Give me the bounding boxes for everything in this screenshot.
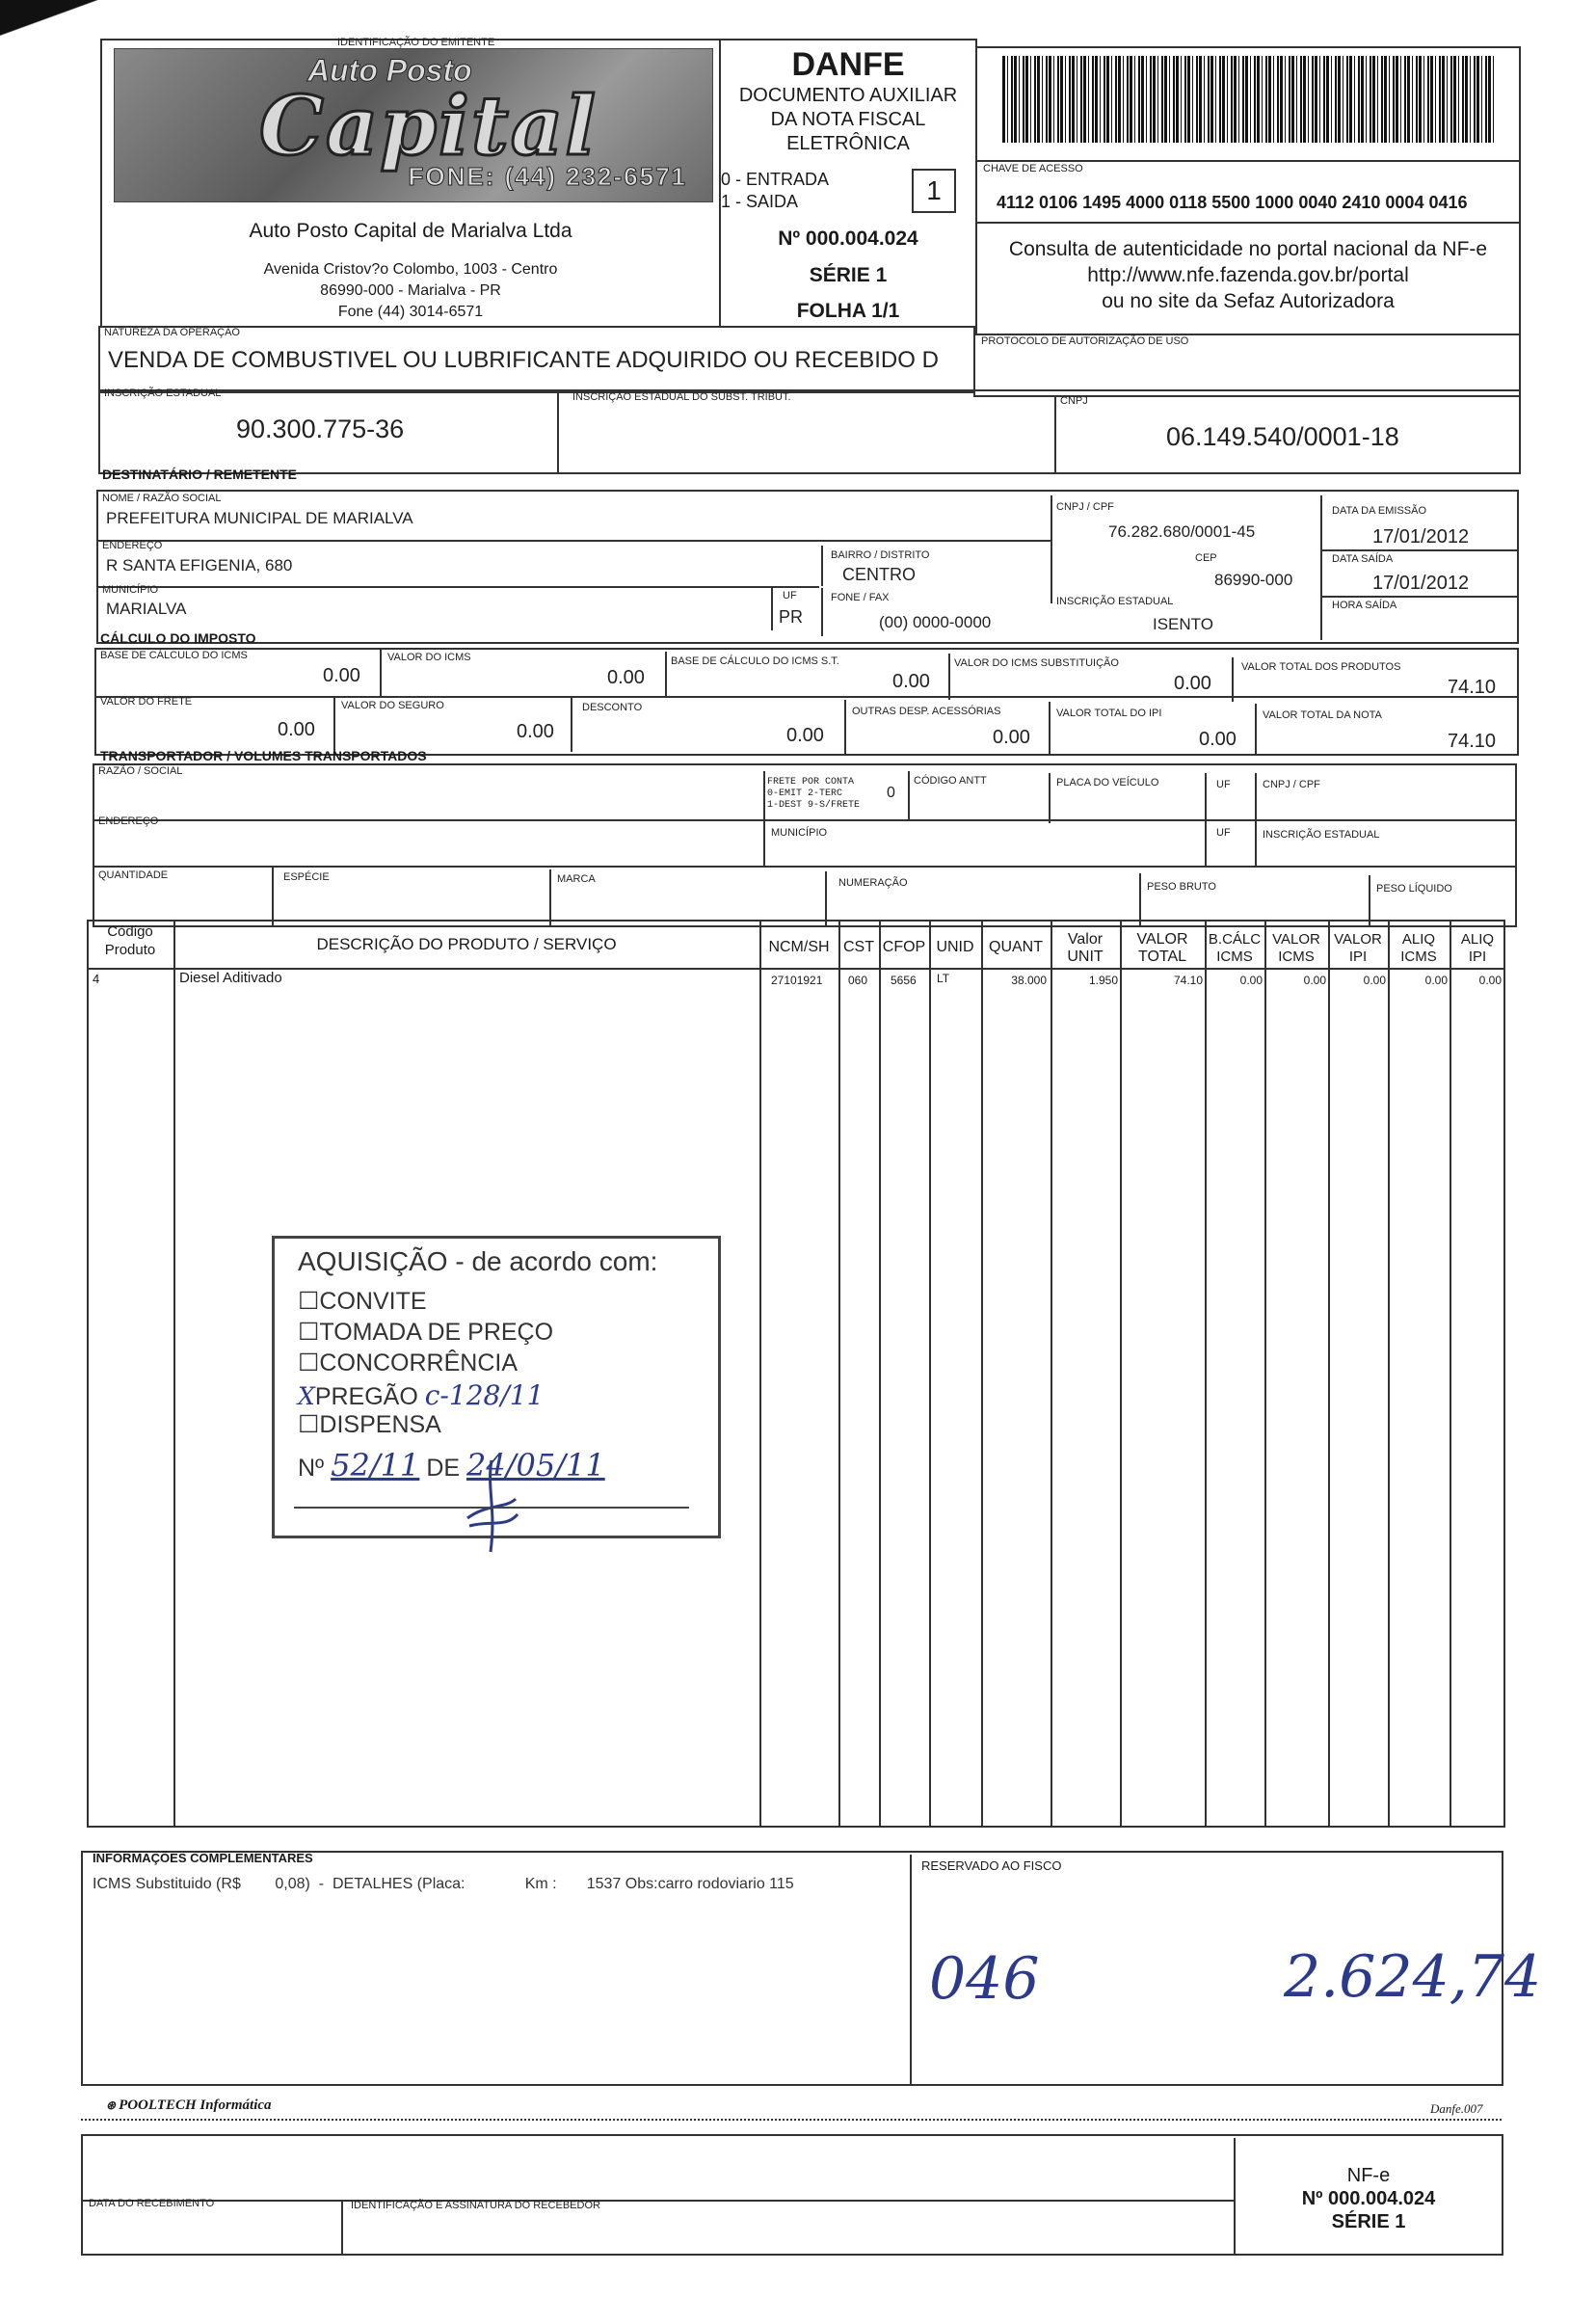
stamp-option-pregao (298, 1379, 544, 1411)
danfe-saida: 1 - SAIDA (721, 192, 799, 211)
divider (557, 389, 559, 474)
stamp-date-handwritten: 24/05/11 (466, 1447, 605, 1483)
divider (380, 650, 382, 696)
row-vunit: 1.950 (1088, 974, 1118, 987)
danfe-subtitle-1: DOCUMENTO AUXILIAR (738, 85, 958, 106)
stamp-option-label: CONVITE (319, 1288, 427, 1315)
cnpj-label: CNPJ (1060, 395, 1088, 407)
row-bc: 0.00 (1239, 974, 1263, 987)
divider (1320, 549, 1519, 551)
row-vipi: 0.00 (1363, 974, 1386, 987)
emitente-name: Auto Posto Capital de Marialva Ltda (249, 220, 572, 242)
footer-serie: SÉRIE 1 (1331, 2211, 1406, 2232)
divider (87, 968, 1505, 970)
divider (948, 654, 950, 700)
especie-label: ESPÉCIE (283, 871, 330, 883)
ipi-value: 0.00 (1199, 729, 1237, 750)
divider (1255, 704, 1257, 756)
transp-municipio-label: MUNICÍPIO (771, 827, 828, 839)
chave-label: CHAVE DE ACESSO (983, 163, 1083, 174)
col-aipi-header-2: IPI (1468, 949, 1487, 965)
bairro-label: BAIRRO / DISTRITO (831, 549, 930, 561)
col-cfop-header: CFOP (882, 939, 926, 955)
municipio-label: MUNICÍPIO (102, 584, 159, 596)
col-ncm-header: NCM/SH (768, 939, 830, 955)
divider (1388, 922, 1390, 1826)
divider (763, 771, 765, 821)
divider (1049, 702, 1051, 756)
row-unid: LT (937, 972, 950, 985)
total-prod-label: VALOR TOTAL DOS PRODUTOS (1241, 661, 1401, 673)
divider (341, 2200, 343, 2256)
col-vtotal-header-2: TOTAL (1137, 949, 1187, 965)
divider (333, 696, 335, 752)
saida-label: DATA SAÍDA (1332, 553, 1394, 565)
nome-label: NOME / RAZÃO SOCIAL (102, 493, 222, 504)
nome-value: PREFEITURA MUNICIPAL DE MARIALVA (106, 509, 413, 527)
divider (93, 866, 1517, 868)
row-cfop: 5656 (891, 974, 917, 987)
col-vipi-header-2: IPI (1348, 949, 1368, 965)
danfe-numero: Nº 000.004.024 (778, 227, 918, 250)
divider (929, 922, 931, 1826)
outras-value: 0.00 (993, 727, 1030, 748)
quantidade-label: QUANTIDADE (98, 869, 169, 881)
bruto-label: PESO BRUTO (1147, 881, 1216, 893)
ie-st-label: INSCRIÇÃO ESTADUAL DO SUBST. TRIBUT. (572, 391, 791, 403)
stamp-num-handwritten: 52/11 (331, 1447, 420, 1483)
globe-icon: ⊛ (106, 2098, 120, 2112)
divider (844, 700, 846, 754)
fone-label: FONE / FAX (831, 592, 890, 603)
col-cst-header: CST (843, 939, 874, 955)
bc-icms-label: BASE DE CÁLCULO DO ICMS (100, 650, 248, 661)
danfe-subtitle-3: ELETRÔNICA (786, 133, 910, 154)
row-aipi: 0.00 (1478, 974, 1502, 987)
danfe-tipo-box: 1 (912, 169, 956, 213)
reservado-handwritten-2: 2.624,74 (1284, 1943, 1542, 2011)
desconto-label: DESCONTO (582, 702, 643, 713)
emitente-address: Avenida Cristov?o Colombo, 1003 - Centro (263, 261, 558, 278)
divider (1054, 395, 1056, 474)
col-aicms-header-2: ICMS (1400, 949, 1437, 965)
col-bc-header-1: B.CÁLC (1208, 931, 1262, 948)
col-vtotal-header-1: VALOR (1136, 931, 1188, 948)
cnpj-value: 06.149.540/0001-18 (1166, 422, 1399, 451)
logo-small-text: Auto Posto (307, 53, 472, 88)
divider (1120, 922, 1122, 1826)
chave-value: 4112 0106 1495 4000 0118 5500 1000 0040 2410 0004 0416 (997, 193, 1468, 212)
emissao-value: 17/01/2012 (1372, 526, 1470, 548)
divider (1450, 922, 1451, 1826)
desconto-value: 0.00 (786, 725, 824, 746)
row-quant: 38.000 (1011, 974, 1047, 987)
ie-label: INSCRIÇÃO ESTADUAL (104, 387, 222, 399)
divider (975, 222, 1521, 224)
divider (1205, 922, 1207, 1826)
total-nota-value: 74.10 (1448, 731, 1497, 752)
row-cst: 060 (848, 974, 868, 987)
col-vunit-header-2: UNIT (1067, 949, 1104, 965)
protocolo-label: PROTOCOLO DE AUTORIZAÇÃO DE USO (981, 335, 1189, 347)
stamp-option-tomada: ☐TOMADA DE PREÇO (298, 1319, 554, 1346)
col-quant-header: QUANT (989, 939, 1043, 955)
cep-label: CEP (1195, 552, 1217, 564)
info-text: ICMS Substituido (R$ 0,08) - DETALHES (Placa: Km : 1537 Obs:carro rodoviario 115 (93, 1876, 794, 1892)
transp-uf2-label: UF (1216, 827, 1231, 839)
footer-numero: Nº 000.004.024 (1301, 2188, 1436, 2209)
divider (1264, 922, 1266, 1826)
frete-conta-line-1: FRETE POR CONTA (767, 777, 855, 788)
numeracao-label: NUMERAÇÃO (838, 877, 908, 889)
frete-conta-value: 0 (887, 785, 895, 801)
liquido-label: PESO LÍQUIDO (1376, 883, 1452, 895)
divider (821, 546, 823, 586)
divider (1051, 922, 1052, 1826)
divider (1328, 922, 1330, 1826)
danfe-version: Danfe.007 (1430, 2101, 1483, 2116)
saida-value: 17/01/2012 (1372, 573, 1470, 594)
emissao-label: DATA DA EMISSÃO (1332, 505, 1427, 517)
col-vicms-header-1: VALOR (1272, 931, 1320, 948)
stamp-option-label: DISPENSA (319, 1411, 441, 1438)
endereco-label: ENDEREÇO (102, 540, 163, 551)
divider (908, 771, 910, 821)
divider (975, 160, 1521, 162)
antt-label: CÓDIGO ANTT (914, 775, 987, 787)
transp-cnpj-label: CNPJ / CPF (1263, 779, 1320, 790)
row-vicms: 0.00 (1303, 974, 1326, 987)
seguro-value: 0.00 (517, 721, 554, 742)
bairro-value: CENTRO (842, 565, 916, 584)
ipi-label: VALOR TOTAL DO IPI (1056, 708, 1162, 719)
stamp-option-label: CONCORRÊNCIA (319, 1349, 518, 1376)
row-codigo: 4 (93, 972, 100, 986)
transp-endereco-label: ENDEREÇO (98, 815, 159, 827)
stamp-option-label: TOMADA DE PREÇO (319, 1319, 554, 1346)
divider (272, 868, 274, 925)
placa-label: PLACA DO VEÍCULO (1056, 777, 1159, 788)
stamp-option-concorrencia: ☐CONCORRÊNCIA (298, 1349, 518, 1376)
bc-st-value: 0.00 (892, 671, 930, 692)
col-vunit-header-1: Valor (1067, 931, 1104, 948)
divider (1320, 596, 1519, 598)
emitente-logo (114, 48, 713, 202)
imposto-section-label: CÁLCULO DO IMPOSTO (100, 630, 256, 646)
stamp-option-label: PREGÃO (314, 1383, 418, 1410)
emitente-cep-city: 86990-000 - Marialva - PR (320, 282, 501, 299)
check-mark: X (298, 1382, 315, 1410)
col-descricao-header: DESCRIÇÃO DO PRODUTO / SERVIÇO (316, 935, 617, 953)
stamp-pregao-handwritten: c-128/11 (424, 1379, 545, 1411)
reservado-handwritten-1: 046 (929, 1945, 1040, 2013)
danfe-folha: FOLHA 1/1 (796, 300, 900, 322)
total-prod-value: 74.10 (1448, 677, 1497, 698)
dest-cnpj-label: CNPJ / CPF (1056, 501, 1114, 513)
col-vicms-header-2: ICMS (1278, 949, 1315, 965)
uf-value: PR (779, 607, 804, 627)
bc-st-label: BASE DE CÁLCULO DO ICMS S.T. (671, 655, 839, 667)
ie-value: 90.300.775-36 (236, 414, 405, 443)
danfe-serie: SÉRIE 1 (809, 264, 888, 286)
divider (93, 819, 1517, 821)
col-unid-header: UNID (936, 939, 974, 955)
divider (96, 540, 1051, 542)
hora-label: HORA SAÍDA (1332, 600, 1397, 611)
acquisition-stamp (272, 1236, 721, 1538)
divider (1049, 773, 1051, 823)
barcode (1002, 56, 1494, 143)
software-name: POOLTECH Informática (119, 2098, 272, 2113)
stamp-de-label: DE (426, 1455, 461, 1482)
divider (981, 922, 983, 1826)
icms-st-value: 0.00 (1174, 673, 1211, 694)
danfe-title: DANFE (791, 46, 905, 83)
uf-label: UF (783, 590, 797, 601)
dest-ie-label: INSCRIÇÃO ESTADUAL (1056, 596, 1174, 607)
dest-ie-value: ISENTO (1153, 615, 1213, 633)
divider (665, 652, 667, 698)
divider (821, 588, 823, 636)
consulta-line-1: Consulta de autenticidade no portal nacional da NF-e (1008, 238, 1488, 260)
frete-label: VALOR DO FRETE (100, 696, 193, 708)
divider (771, 588, 773, 630)
natureza-value: VENDA DE COMBUSTIVEL OU LUBRIFICANTE ADQUIRIDO OU RECEBIDO D (108, 347, 939, 373)
row-ncm: 27101921 (771, 974, 823, 987)
cut-line (81, 2119, 1502, 2121)
transp-ie-label: INSCRIÇÃO ESTADUAL (1263, 829, 1380, 841)
emitente-phone: Fone (44) 3014-6571 (337, 304, 484, 320)
transp-uf-label: UF (1216, 779, 1231, 790)
frete-value: 0.00 (278, 719, 315, 740)
recebimento-label: DATA DO RECEBIMENTO (89, 2198, 215, 2209)
divider (763, 821, 765, 866)
transportador-section-label: TRANSPORTADOR / VOLUMES TRANSPORTADOS (100, 748, 427, 763)
consulta-line-3: ou no site da Sefaz Autorizadora (1102, 290, 1395, 312)
col-aicms-header-1: ALIQ (1401, 931, 1436, 948)
divider (759, 922, 761, 1826)
col-bc-header-2: ICMS (1216, 949, 1253, 965)
info-label: INFORMAÇÕES COMPLEMENTARES (93, 1851, 313, 1865)
col-codigo-header-1: Código (107, 923, 153, 940)
divider (81, 2200, 1234, 2202)
danfe-subtitle-2: DA NOTA FISCAL (770, 109, 926, 130)
divider (94, 696, 1519, 698)
stamp-option-convite: ☐CONVITE (298, 1288, 427, 1315)
logo-phone-text: FONE: (44) 232-6571 (408, 162, 687, 191)
danfe-entrada: 0 - ENTRADA (721, 170, 830, 189)
frete-conta-line-3: 1-DEST 9-S/FRETE (767, 800, 861, 811)
footer-nfe: NF-e (1346, 2165, 1391, 2186)
software-credit (106, 2098, 272, 2114)
divider (1320, 495, 1322, 640)
col-aipi-header-1: ALIQ (1460, 931, 1495, 948)
destinatario-section-label: DESTINATÁRIO / REMETENTE (102, 467, 297, 482)
stamp-option-dispensa: ☐DISPENSA (298, 1411, 441, 1438)
signature (448, 1451, 535, 1557)
row-vtotal: 74.10 (1173, 974, 1203, 987)
stamp-bottom-line (294, 1507, 689, 1509)
row-descricao: Diesel Aditivado (179, 970, 282, 986)
logo-brand-text: Capital (259, 78, 598, 174)
municipio-value: MARIALVA (106, 600, 187, 618)
consulta-line-2: http://www.nfe.fazenda.gov.br/portal (1087, 264, 1409, 286)
divider (1051, 495, 1052, 603)
marca-label: MARCA (557, 873, 596, 885)
divider (96, 586, 819, 588)
divider (910, 1855, 912, 2086)
icms-value: 0.00 (607, 667, 645, 688)
natureza-label: NATUREZA DA OPERAÇÃO (104, 327, 240, 338)
dest-cnpj-value: 76.282.680/0001-45 (1108, 522, 1256, 541)
stamp-title: AQUISIÇÃO - de acordo com: (298, 1246, 658, 1276)
cep-value: 86990-000 (1214, 571, 1293, 589)
icms-label: VALOR DO ICMS (387, 652, 471, 663)
emitente-label: IDENTIFICAÇÃO DO EMITENTE (337, 37, 495, 48)
divider (879, 922, 881, 1826)
divider (1232, 657, 1234, 702)
divider (571, 698, 572, 752)
stamp-num-label: Nº (298, 1455, 325, 1482)
fone-value: (00) 0000-0000 (879, 613, 992, 631)
razao-label: RAZÃO / SOCIAL (98, 765, 183, 777)
bc-icms-value: 0.00 (323, 665, 360, 686)
divider (173, 922, 175, 1826)
col-vipi-header-1: VALOR (1334, 931, 1382, 948)
endereco-value: R SANTA EFIGENIA, 680 (106, 556, 293, 574)
col-codigo-header-2: Produto (104, 942, 156, 958)
divider (838, 922, 840, 1826)
reservado-label: RESERVADO AO FISCO (921, 1858, 1062, 1873)
assinatura-label: IDENTIFICAÇÃO E ASSINATURA DO RECEBEDOR (351, 2200, 600, 2211)
row-aicms: 0.00 (1424, 974, 1448, 987)
total-nota-label: VALOR TOTAL DA NOTA (1263, 709, 1382, 721)
frete-conta-line-2: 0-EMIT 2-TERC (767, 788, 843, 799)
icms-st-label: VALOR DO ICMS SUBSTITUIÇÃO (954, 657, 1119, 669)
seguro-label: VALOR DO SEGURO (341, 700, 444, 711)
outras-label: OUTRAS DESP. ACESSÓRIAS (852, 706, 1001, 717)
divider (549, 869, 551, 927)
